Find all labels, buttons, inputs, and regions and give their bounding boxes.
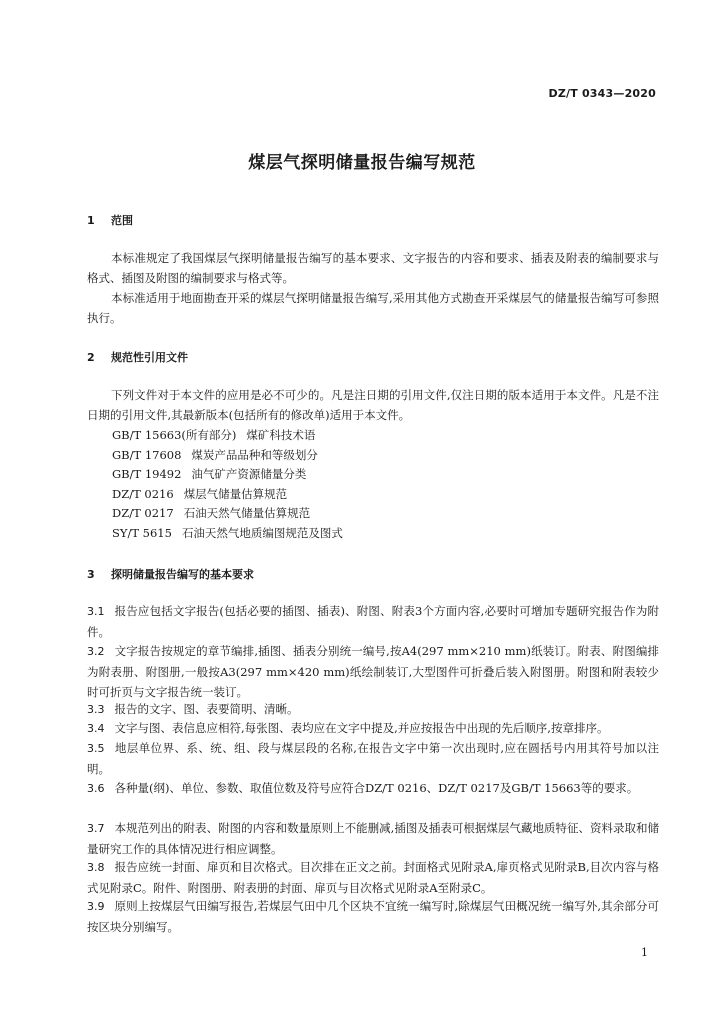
reference-item: GB/T 15663(所有部分) 煤矿科技术语	[112, 428, 316, 442]
document-title: 煤层气探明储量报告编写规范	[248, 153, 476, 173]
clause-3-2: 3.2 文字报告按规定的章节编排,插图、插表分别统一编号,按A4(297 mm×210 mm)纸装订。附表、附图编排为附表册、附图册,一般按A3(297 mm×420 mm)纸绘制装订,大型图件可折叠后装入附图册。附图和附表较少时可折页与文字报告统一装订。	[87, 644, 659, 699]
clause-3-4: 3.4 文字与图、表信息应相符,每张图、表均应在文字中提及,并应按报告中出现的先后顺序,按章排序。	[87, 721, 609, 735]
section-1-heading: 1 范围	[87, 214, 133, 227]
page-number: 1	[641, 946, 648, 959]
reference-item: GB/T 17608 煤炭产品品种和等级划分	[112, 447, 318, 462]
reference-item: GB/T 19492 油气矿产资源储量分类	[112, 467, 307, 482]
reference-item: SY/T 5615 石油天然气地质编图规范及图式	[112, 525, 343, 540]
section-2-heading: 2 规范性引用文件	[87, 351, 188, 364]
section-1-paragraph-2: 本标准适用于地面勘查开采的煤层气探明储量报告编写,采用其他方式勘查开采煤层气的储量报告编写可参照执行。	[87, 291, 659, 325]
clause-3-6: 3.6 各种量(纲)、单位、参数、取值位数及符号应符合DZ/T 0216、DZ/T 0217及GB/T 15663等的要求。	[87, 781, 639, 795]
reference-item: DZ/T 0216 煤层气储量估算规范	[112, 486, 288, 501]
clause-3-3: 3.3 报告的文字、图、表要简明、清晰。	[87, 702, 299, 716]
clause-3-5: 3.5 地层单位界、系、统、组、段与煤层段的名称,在报告文字中第一次出现时,应在圆括号内用其符号加以注明。	[87, 741, 659, 776]
clause-3-1: 3.1 报告应包括文字报告(包括必要的插图、插表)、附图、附表3个方面内容,必要时可增加专题研究报告作为附件。	[87, 604, 659, 639]
clause-3-9: 3.9 原则上按煤层气田编写报告,若煤层气田中几个区块不宜统一编写时,除煤层气田概况统一编写外,其余部分可按区块分别编写。	[87, 899, 659, 934]
section-1-paragraph-1: 本标准规定了我国煤层气探明储量报告编写的基本要求、文字报告的内容和要求、插表及附表的编制要求与格式、插图及附图的编制要求与格式等。	[87, 251, 659, 285]
section-3-heading: 3 探明储量报告编写的基本要求	[87, 568, 254, 581]
reference-item: DZ/T 0217 石油天然气储量估算规范	[112, 506, 311, 521]
section-2-paragraph-1: 下列文件对于本文件的应用是必不可少的。凡是注日期的引用文件,仅注日期的版本适用于本文件。凡是不注日期的引用文件,其最新版本(包括所有的修改单)适用于本文件。	[87, 388, 659, 422]
clause-3-7: 3.7 本规范列出的附表、附图的内容和数量原则上不能删减,插图及插表可根据煤层气藏地质特征、资料录取和储量研究工作的具体情况进行相应调整。	[87, 821, 659, 856]
clause-3-8: 3.8 报告应统一封面、扉页和目次格式。目次排在正文之前。封面格式见附录A,扉页格式见附录B,目次内容与格式见附录C。附件、附图册、附表册的封面、扉页与目次格式见附录A至附录C。	[87, 860, 659, 895]
standard-code: DZ/T 0343—2020	[548, 87, 656, 100]
reference-list	[112, 426, 343, 544]
